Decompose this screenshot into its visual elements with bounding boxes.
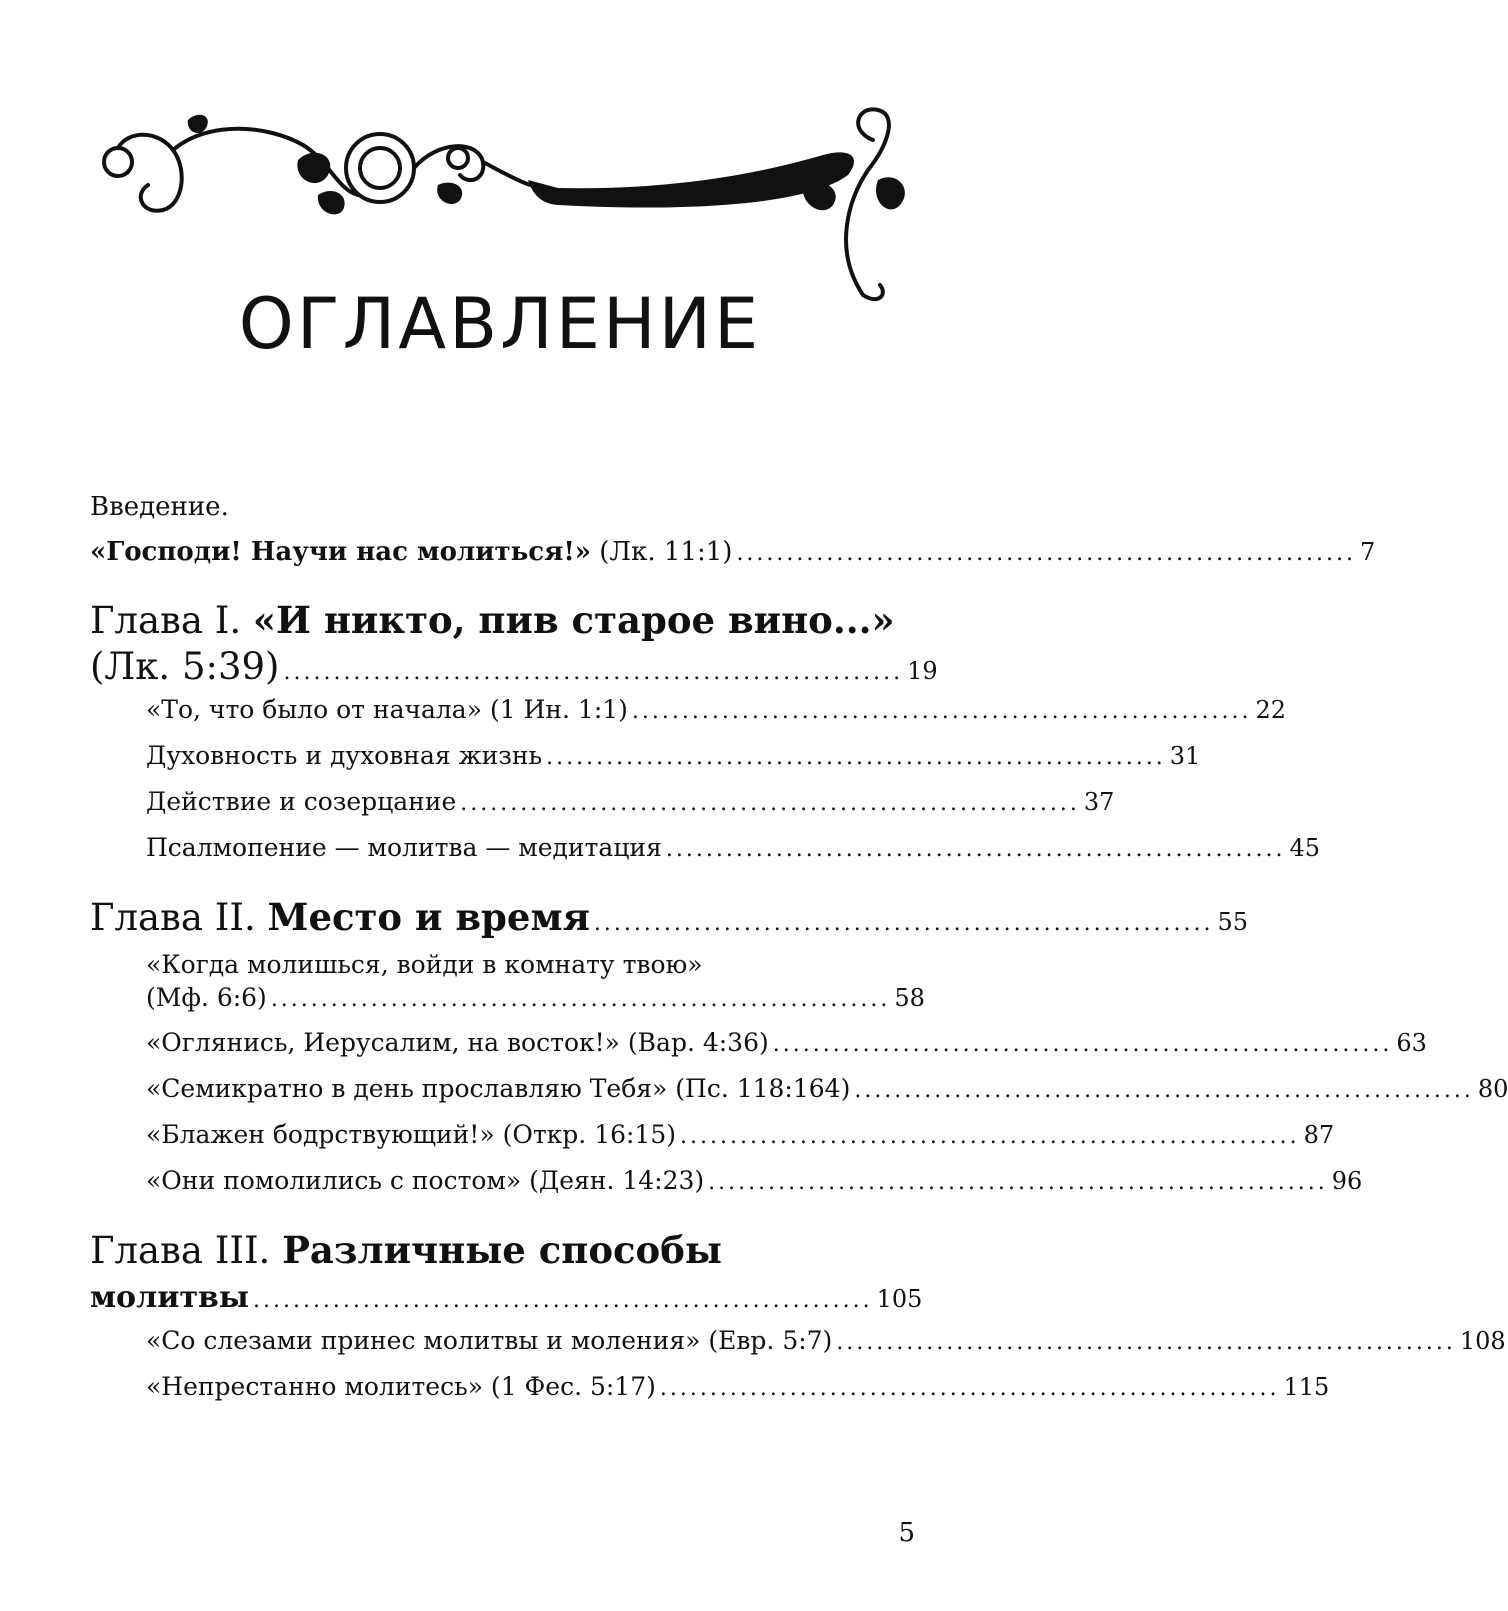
toc-entry[interactable] (146, 1372, 1330, 1401)
toc-page-number: 31 (1169, 742, 1201, 770)
toc-entry-text: Псалмопение — молитва — медитация (146, 833, 662, 862)
leader-dots: .............................................................. (836, 1330, 1456, 1355)
toc-entry-text: «Семикратно в день прославляю Тебя» (Пс. 118:164) (146, 1074, 851, 1103)
toc-entry-text: «Оглянись, Иерусалим, на восток!» (Вар. 4:36) (146, 1028, 769, 1057)
toc-page-number: 108 (1459, 1327, 1506, 1355)
toc-chapter-ref: (Лк. 5:39) (90, 645, 280, 688)
leader-dots: .............................................................. (252, 1288, 873, 1313)
toc-entry[interactable] (146, 787, 1115, 816)
toc-entry[interactable] (146, 983, 925, 1012)
toc-intro-label: Введение. (90, 492, 229, 522)
toc-entry[interactable] (146, 695, 1287, 724)
toc-page-number: 55 (1217, 908, 1249, 936)
toc-chapter-title: Место и время (267, 895, 590, 939)
leader-dots: .............................................................. (736, 541, 1357, 566)
toc-page-number: 37 (1083, 788, 1115, 816)
toc-intro-ref: (Лк. 11:1) (599, 537, 733, 567)
toc-page-number: 115 (1283, 1373, 1330, 1401)
leader-dots: .............................................................. (460, 791, 1080, 816)
toc-entry-intro[interactable] (90, 537, 1376, 567)
toc-entry[interactable] (146, 1166, 1363, 1195)
toc-entry-text: Духовность и духовная жизнь (146, 741, 543, 770)
toc-entry[interactable] (146, 833, 1320, 862)
toc-entry[interactable] (146, 1120, 1335, 1149)
leader-dots: .............................................................. (665, 837, 1286, 862)
toc-entry-line-1[interactable] (146, 950, 915, 979)
leader-dots: .............................................................. (708, 1170, 1328, 1195)
toc-chapter-1-heading[interactable] (90, 598, 915, 642)
toc-chapter-title: «И никто, пив старое вино...» (252, 598, 895, 642)
toc-entry-text: «То, что было от начала» (1 Ин. 1:1) (146, 695, 628, 724)
toc-page-number: 58 (894, 984, 925, 1012)
toc-entry-text: «Со слезами принес молитвы и моления» (Евр. 5:7) (146, 1326, 833, 1355)
toc-chapter-prefix: Глава II. (90, 896, 256, 939)
toc-chapter-title: Различные способы (282, 1228, 722, 1272)
toc-chapter-prefix: Глава III. (90, 1229, 271, 1272)
toc-page-number: 87 (1303, 1121, 1335, 1149)
toc-entry-text: «Непрестанно молитесь» (1 Фес. 5:17) (146, 1372, 656, 1401)
leader-dots: .............................................................. (631, 699, 1252, 724)
page-number: 5 (898, 1518, 915, 1548)
toc-chapter-3-heading[interactable] (90, 1228, 915, 1272)
toc-page-number: 105 (876, 1285, 923, 1313)
toc-chapter-prefix: Глава I. (90, 599, 242, 642)
leader-dots: .............................................................. (659, 1376, 1280, 1401)
toc-intro-title: «Господи! Научи нас молиться!» (90, 537, 592, 567)
leader-dots: .............................................................. (854, 1078, 1474, 1103)
toc-page-number: 22 (1255, 696, 1287, 724)
toc-entry-text: «Они помолились с постом» (Деян. 14:23) (146, 1166, 705, 1195)
toc-chapter-title-cont: молитвы (90, 1280, 249, 1315)
leader-dots: .............................................................. (270, 987, 891, 1012)
leader-dots: .............................................................. (593, 911, 1214, 936)
toc-entry[interactable] (146, 741, 1201, 770)
leader-dots: .............................................................. (680, 1124, 1300, 1149)
toc-entry-text: «Блажен бодрствующий!» (Откр. 16:15) (146, 1120, 676, 1149)
toc-page-number: 80 (1477, 1075, 1508, 1103)
leader-dots: .............................................................. (546, 745, 1166, 770)
toc-page-number: 63 (1396, 1029, 1427, 1057)
toc-chapter-3-title-line-2[interactable] (90, 1280, 923, 1315)
toc-page-number: 19 (907, 657, 938, 685)
toc-entry[interactable] (146, 1074, 1508, 1103)
toc-entry-text: «Когда молишься, войди в комнату твою» (146, 950, 703, 979)
decorative-flourish (88, 100, 918, 310)
leader-dots: .............................................................. (283, 660, 904, 685)
toc-page-number: 7 (1360, 538, 1376, 566)
toc-chapter-2-heading[interactable] (90, 895, 1249, 939)
toc-chapter-1-ref-line[interactable] (90, 645, 938, 688)
toc-entry[interactable] (146, 1028, 1427, 1057)
page-title: ОГЛАВЛЕНИЕ (238, 283, 762, 365)
toc-page-number: 45 (1289, 834, 1320, 862)
leader-dots: .............................................................. (772, 1032, 1393, 1057)
toc-entry-text: Действие и созерцание (146, 787, 457, 816)
toc-entry-text: (Мф. 6:6) (146, 983, 267, 1012)
toc-page-number: 96 (1331, 1167, 1363, 1195)
toc-entry[interactable] (146, 1326, 1506, 1355)
toc-intro-label-line (90, 492, 915, 522)
